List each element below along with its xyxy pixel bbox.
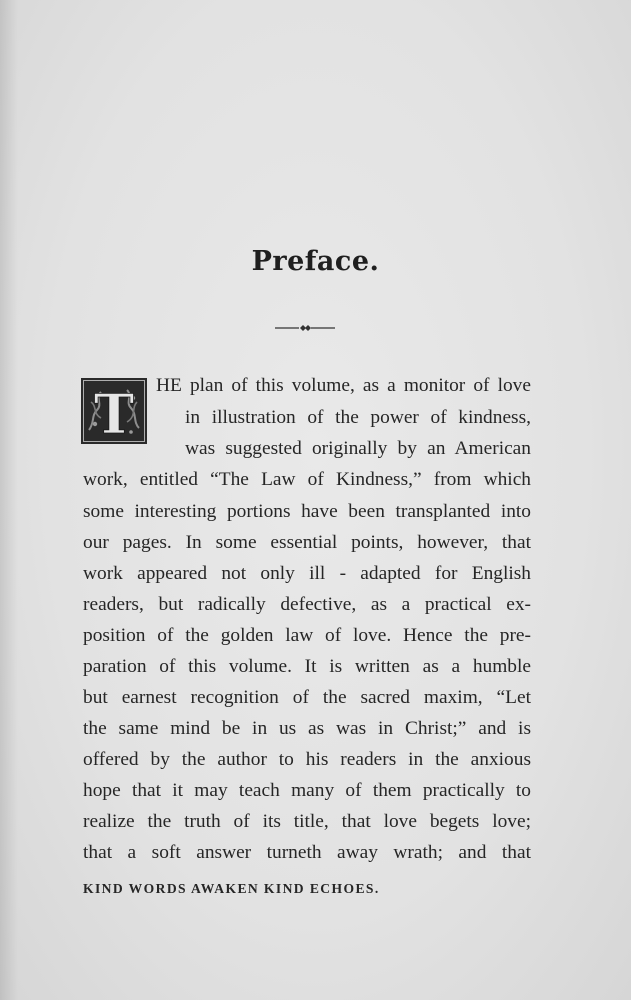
body-line: HE plan of this volume, as a monitor of love [156, 375, 531, 396]
body-line: work appeared not only ill - adapted for English [83, 563, 531, 584]
body-line: offered by the author to his readers in the anxious [83, 749, 531, 770]
body-line: paration of this volume. It is written as a humble [83, 656, 531, 677]
ornamental-drop-cap [81, 378, 147, 444]
body-line: in illustration of the power of kindness, [185, 407, 531, 428]
closing-small-caps-line: KIND WORDS AWAKEN KIND ECHOES. [83, 881, 380, 896]
body-line: some interesting portions have been transplanted into [83, 501, 531, 522]
body-line: position of the golden law of love. Hence the pre- [83, 625, 531, 646]
page-shadow [0, 0, 18, 1000]
body-line: was suggested originally by an American [185, 438, 531, 459]
body-line: readers, but radically defective, as a practical ex- [83, 594, 531, 615]
body-line: the same mind be in us as was in Christ;” and is [83, 718, 531, 739]
page-title: Preface. [251, 246, 380, 277]
body-line: hope that it may teach many of them practically to [83, 780, 531, 801]
body-line: realize the truth of its title, that love begets love; [83, 811, 531, 832]
body-line: our pages. In some essential points, however, that [83, 532, 531, 553]
body-line: work, entitled “The Law of Kindness,” from which [83, 469, 531, 490]
body-line: that a soft answer turneth away wrath; and that [83, 842, 531, 863]
body-line: but earnest recognition of the sacred maxim, “Let [83, 687, 531, 708]
drop-cap-letter: T [93, 382, 135, 444]
divider-ornament-icon [275, 322, 335, 334]
